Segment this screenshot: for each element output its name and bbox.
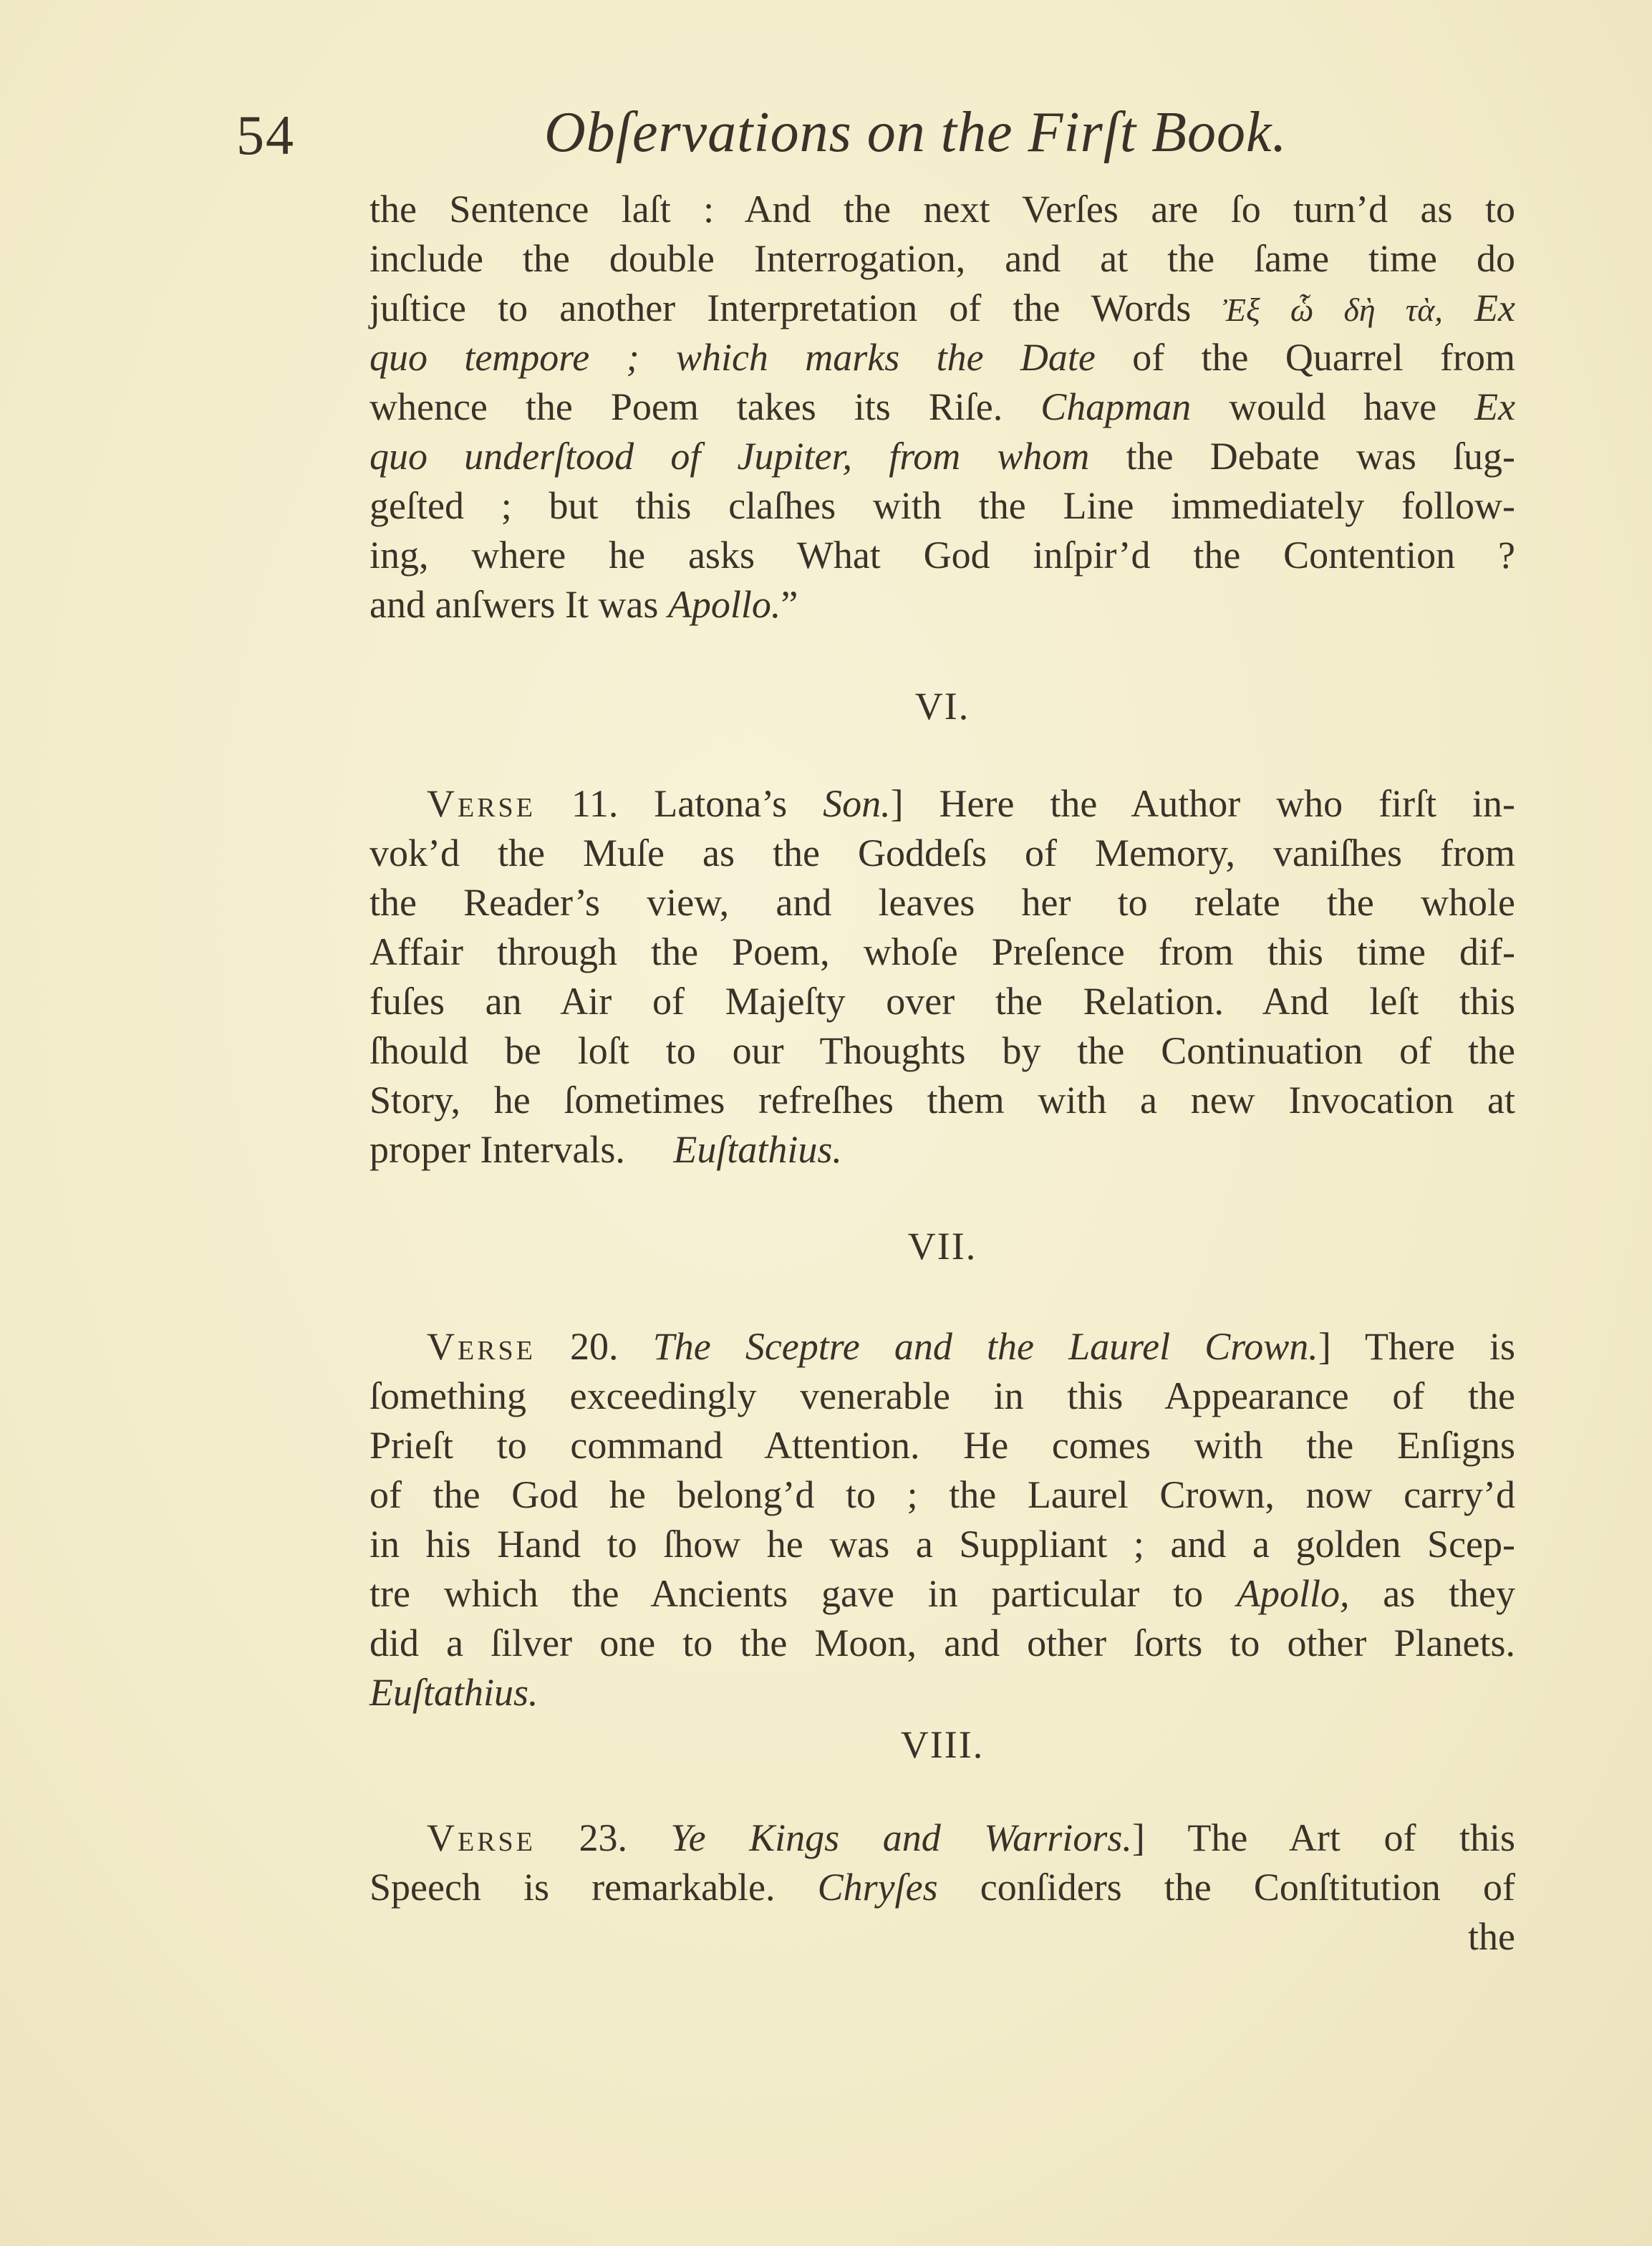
citation: Euſtathius. xyxy=(673,1128,842,1171)
text-line: quo underſtood of Jupiter, from whom the Debate was ſug- xyxy=(369,435,1516,478)
text-line: juſtice to another Interpretation of the Words Ἐξ ὧ δὴ τὰ, Ex xyxy=(369,286,1516,329)
text-line: and anſwers It was Apollo.” xyxy=(369,583,798,626)
text-line: in his Hand to ſhow he was a Suppliant ; and a golden Scep- xyxy=(369,1523,1515,1566)
running-head: Obſervations on the Firſt Book. xyxy=(544,101,1288,164)
paragraph-section-viii xyxy=(369,1813,1515,1962)
text-line: Prieſt to command Attention. He comes with the Enſigns xyxy=(369,1424,1515,1467)
text-line: did a ſilver one to the Moon, and other ſorts to other Planets. xyxy=(369,1621,1515,1664)
text-line: geſted ; but this claſhes with the Line immediately follow- xyxy=(369,484,1515,527)
paragraph-section-vii xyxy=(369,1322,1515,1717)
citation: Euſtathius. xyxy=(369,1671,538,1714)
text-line: proper Intervals. Euſtathius. xyxy=(369,1128,842,1171)
paragraph-section-vi xyxy=(369,779,1515,1175)
text-line: Speech is remarkable. Chryſes conſiders the Conſtitution of xyxy=(369,1866,1515,1909)
text-line: Verse 23. Ye Kings and Warriors.] The Art of this xyxy=(427,1816,1516,1859)
text-line: ſomething exceedingly venerable in this Appearance of the xyxy=(369,1374,1515,1417)
greek-phrase: Ἐξ ὧ δὴ τὰ, xyxy=(1222,291,1443,328)
paragraph-continuation xyxy=(369,185,1515,630)
text-line: fuſes an Air of Majeſty over the Relation. And leſt this xyxy=(369,980,1515,1023)
catchword: the xyxy=(1468,1915,1515,1958)
text-line: Verse 20. The Sceptre and the Laurel Crown.] There is xyxy=(427,1325,1516,1368)
verse-label: Verse xyxy=(427,782,536,825)
text-line: quo tempore ; which marks the Date of the Quarrel from xyxy=(369,336,1516,379)
section-heading-vi: VI. xyxy=(914,685,970,728)
section-heading-vii: VII. xyxy=(907,1225,977,1268)
verse-label: Verse xyxy=(427,1816,536,1859)
verse-label: Verse xyxy=(427,1325,536,1368)
text-line: the Reader’s view, and leaves her to relate the whole xyxy=(369,881,1515,924)
text-line: whence the Poem takes its Riſe. Chapman would have Ex xyxy=(369,385,1516,428)
text-line: of the God he belong’d to ; the Laurel Crown, now carry’d xyxy=(369,1473,1515,1516)
text-line: the Sentence laſt : And the next Verſes are ſo turn’d as to xyxy=(369,188,1515,231)
text-line: Verse 11. Latona’s Son.] Here the Author who firſt in- xyxy=(427,782,1515,825)
section-heading-viii: VIII. xyxy=(900,1723,985,1766)
text-line: include the double Interrogation, and at the ſame time do xyxy=(369,237,1515,280)
text-line: ſhould be loſt to our Thoughts by the Continuation of the xyxy=(369,1029,1515,1072)
text-line: Story, he ſometimes refreſhes them with a new Invocation at xyxy=(369,1079,1515,1122)
text-line: Affair through the Poem, whoſe Preſence from this time dif- xyxy=(369,930,1515,973)
text-line: vok’d the Muſe as the Goddeſs of Memory, vaniſhes from xyxy=(369,832,1515,874)
page-number: 54 xyxy=(236,104,295,166)
text-line: tre which the Ancients gave in particular to Apollo, as they xyxy=(369,1572,1516,1615)
text-line xyxy=(369,1668,1515,1717)
text-line: ing, where he asks What God inſpir’d the Contention ? xyxy=(369,534,1515,577)
